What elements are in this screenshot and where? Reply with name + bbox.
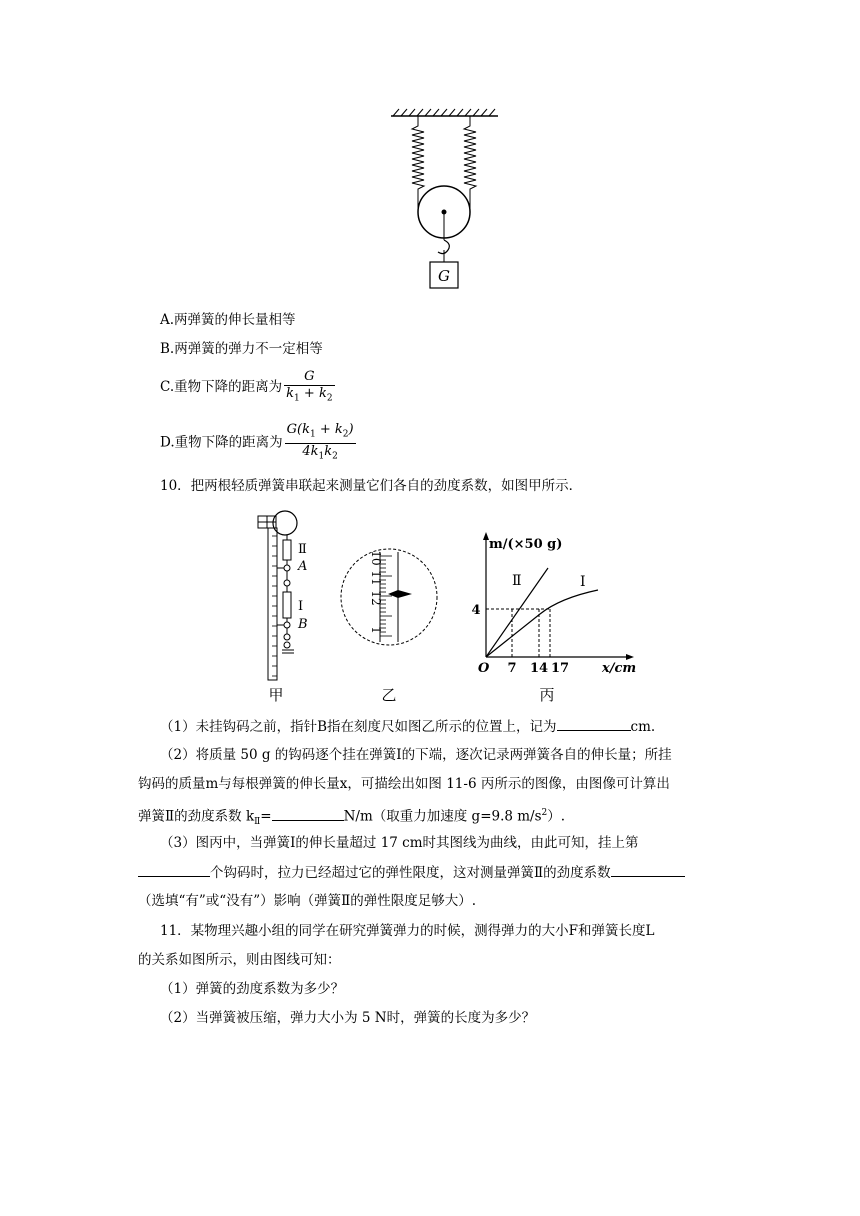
- q10-part3-line2: 个钩码时，拉力已经超过它的弹性限度，这对测量弹簧Ⅱ的劲度系数: [138, 862, 685, 883]
- yi-tick-11: 11: [369, 570, 383, 586]
- yi-tick-10: 10: [369, 550, 383, 566]
- q11-part1: （1）弹簧的劲度系数为多少？: [160, 981, 345, 997]
- q10-part3-line1: （3）图丙中，当弹簧Ⅰ的伸长量超过 17 cm时其图线为曲线，由此可知，挂上第: [160, 835, 639, 851]
- answer-blank-3[interactable]: [138, 862, 210, 877]
- bing-xlabel: x/cm: [602, 661, 637, 676]
- answer-blank-4[interactable]: [611, 862, 685, 877]
- answer-blank-2[interactable]: [272, 806, 344, 821]
- jia-point-a: A: [298, 559, 308, 574]
- q10-part1: （1）未挂钩码之前，指针B指在刻度尺如图乙所示的位置上，记为 cm.: [160, 716, 655, 737]
- bing-ylabel: m/(×50 g): [489, 537, 563, 552]
- jia-caption: 甲: [268, 686, 284, 704]
- bing-origin: O: [478, 661, 490, 676]
- option-c: C.重物下降的距离为 $\frac{G}{k_1 + k_2}$: [160, 368, 335, 406]
- q10-stem: 10．把两根轻质弹簧串联起来测量它们各自的劲度系数，如图甲所示．: [160, 478, 583, 494]
- answer-blank-1[interactable]: [557, 716, 631, 731]
- q10-part2-line1: （2）将质量 50 g 的钩码逐个挂在弹簧Ⅰ的下端，逐次记录两弹簧各自的伸长量；所挂: [160, 747, 672, 763]
- jia-spring1-label: Ⅰ: [298, 599, 304, 614]
- q10-part3-line3: （选填“有”或“没有”）影响（弹簧Ⅱ的弹性限度足够大）.: [138, 893, 477, 909]
- q11-stem-line1: 11．某物理兴趣小组的同学在研究弹簧弹力的时候，测得弹力的大小F和弹簧长度L: [160, 923, 655, 939]
- bing-caption: 丙: [539, 686, 555, 704]
- q11-part2: （2）当弹簧被压缩，弹力大小为 5 N时，弹簧的长度为多少？: [160, 1010, 536, 1026]
- q11-stem-line2: 的关系如图所示，则由图线可知：: [138, 952, 341, 968]
- bing-y4: 4: [471, 603, 481, 618]
- option-b: B.两弹簧的弹力不一定相等: [160, 341, 323, 357]
- yi-caption: 乙: [381, 686, 397, 704]
- bing-x17: 17: [550, 661, 570, 676]
- q10-part2-line3: 弹簧Ⅱ的劲度系数 $k_Ⅱ= N/m$（取重力加速度 g=9.8 $m/s^2$）.: [138, 803, 565, 832]
- option-a: A.两弹簧的伸长量相等: [160, 312, 296, 328]
- yi-tick-12: 12: [369, 590, 383, 606]
- bing-x7: 7: [507, 661, 517, 676]
- q10-part2-line2: 钩码的质量m与每根弹簧的伸长量x，可描绘出如图 11-6 丙所示的图像，由图像可计算出: [138, 776, 670, 792]
- bing-series2: Ⅱ: [512, 573, 522, 589]
- option-d-fraction: $\frac{G(k_1 + k_2)}{4k_1k_2}$: [286, 422, 354, 462]
- bing-x14: 14: [529, 661, 549, 676]
- yi-tick-1: 1: [369, 626, 383, 634]
- option-c-fraction: $\frac{G}{k_1 + k_2}$: [286, 368, 333, 404]
- bing-series1: Ⅰ: [580, 574, 586, 590]
- jia-point-b: B: [298, 617, 308, 632]
- option-d: D.重物下降的距离为 $\frac{G(k_1 + k_2)}{4k_1k_2}$: [160, 422, 356, 464]
- weight-label: G: [438, 267, 450, 285]
- jia-spring2-label: Ⅱ: [298, 542, 307, 557]
